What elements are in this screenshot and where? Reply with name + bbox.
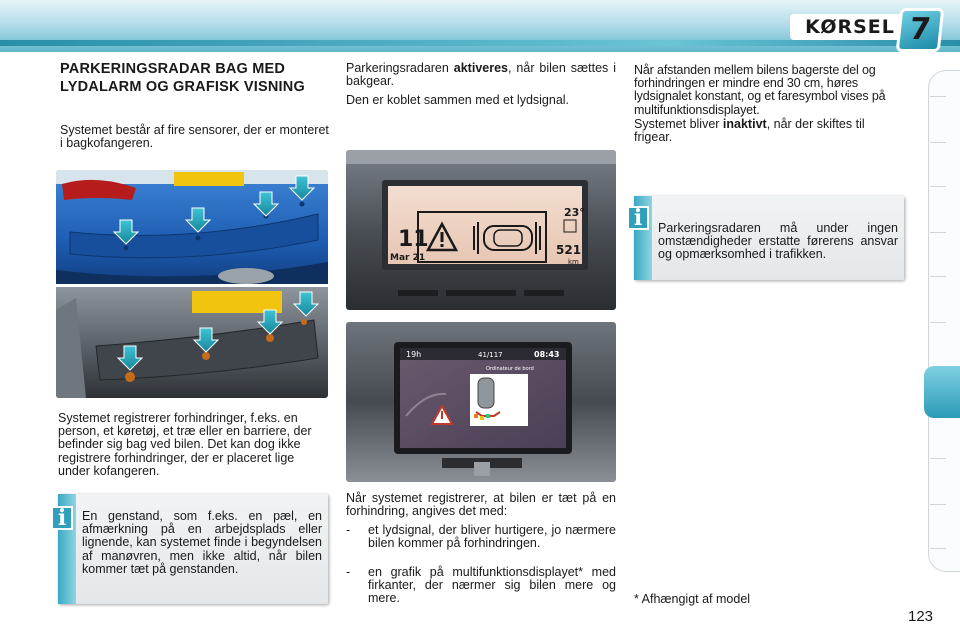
chapter-tab-rail bbox=[928, 70, 960, 572]
tab-separator bbox=[930, 186, 946, 187]
list-item-text: et lydsignal, der bliver hurtigere, jo nærmere bilen kommer på forhindringen. bbox=[368, 523, 616, 551]
tab-separator bbox=[930, 548, 946, 549]
activation-text-post: , når bilen sættes i bakgear. bbox=[346, 61, 616, 89]
display2-clock: 08:43 bbox=[534, 350, 560, 359]
tab-separator bbox=[930, 232, 946, 233]
linked-paragraph: Den er koblet sammen med et lydsignal. bbox=[346, 93, 570, 107]
display2-ratio: 41/117 bbox=[478, 351, 503, 359]
chapter-tab-active[interactable] bbox=[924, 366, 960, 418]
tab-separator bbox=[930, 322, 946, 323]
display1-left-number: 11 bbox=[398, 227, 429, 252]
inactive-keyword: inaktivt bbox=[722, 117, 767, 131]
display1-temperature: 23° bbox=[564, 206, 585, 219]
list-item: - en grafik på multifunktionsdisplayet* med firkanter, der nærmer sig bilen mere og mere. bbox=[346, 565, 616, 606]
tab-separator bbox=[930, 504, 946, 505]
distance-paragraph: Når afstanden mellem bilens bagerste del og forhindringen er mindre end 30 cm, høres lydsignalet konstant, og et faresymbol vises på multifunktionsdisplayet. bbox=[634, 63, 886, 117]
header-line bbox=[0, 40, 960, 46]
display1-date: Mar 21 bbox=[390, 253, 426, 263]
inactive-text-post: , når der skiftes til frigear. bbox=[634, 117, 865, 145]
intro-paragraph: Systemet består af fire sensorer, der er monteret i bagkofangeren. bbox=[60, 123, 329, 151]
dashboard-display-monochrome-photo bbox=[346, 150, 616, 310]
display2-left-time: 19h bbox=[406, 350, 422, 359]
activation-paragraph bbox=[346, 62, 616, 88]
dashboard-display-color-photo bbox=[346, 322, 616, 482]
page-number: 123 bbox=[908, 608, 934, 625]
info-text-right: Parkeringsradaren må under ingen omstændigheder erstatte førerens ansvar og opmærksomhed i trafikken. bbox=[658, 221, 898, 262]
tab-separator bbox=[930, 458, 946, 459]
list-item-text: en grafik på multifunktionsdisplayet* med firkanter, der nærmer sig bilen mere og mere. bbox=[368, 565, 616, 606]
display1-unit: km bbox=[568, 258, 579, 266]
section-title: KØRSEL bbox=[790, 14, 910, 40]
detection-paragraph: Systemet registrerer forhindringer, f.eks. en person, et køretøj, et træ eller en barriere, der befinder sig bag ved bilen. Det kan dog ikke registrere forhindringer, der er placeret lige under kofangeren. bbox=[58, 411, 312, 478]
activation-keyword: aktiveres bbox=[453, 61, 508, 75]
footnote: * Afhængigt af model bbox=[634, 592, 751, 606]
display2-header: Ordinateur de bord bbox=[486, 366, 534, 372]
info-icon: i bbox=[627, 206, 649, 230]
when-paragraph: Når systemet registrerer, at bilen er tæt på en forhindring, angives det med: bbox=[346, 491, 616, 519]
activation-text-pre: Parkeringsradaren bbox=[346, 61, 454, 75]
info-icon: i bbox=[51, 506, 73, 530]
chapter-badge: 7 bbox=[896, 8, 945, 52]
list-item: - et lydsignal, der bliver hurtigere, jo nærmere bilen kommer på forhindringen. bbox=[346, 523, 616, 551]
tab-separator bbox=[930, 276, 946, 277]
display1-distance: 521 bbox=[556, 243, 582, 257]
inactive-paragraph bbox=[634, 118, 906, 144]
inactive-text-pre: Systemet bliver bbox=[634, 117, 723, 131]
tab-separator bbox=[930, 96, 946, 97]
info-text-left: En genstand, som f.eks. en pæl, en afmærkning på en arbejdsplads eller lignende, kan systemet finde i begyndelsen af manøvren, men ikke altid, når bilen kommer tæt på genstanden. bbox=[82, 509, 322, 576]
rear-bumper-sensors-photo bbox=[56, 170, 328, 398]
tab-separator bbox=[930, 142, 946, 143]
section-heading: PARKERINGSRADAR BAG MED LYDALARM OG GRAFISK VISNING bbox=[60, 61, 305, 95]
